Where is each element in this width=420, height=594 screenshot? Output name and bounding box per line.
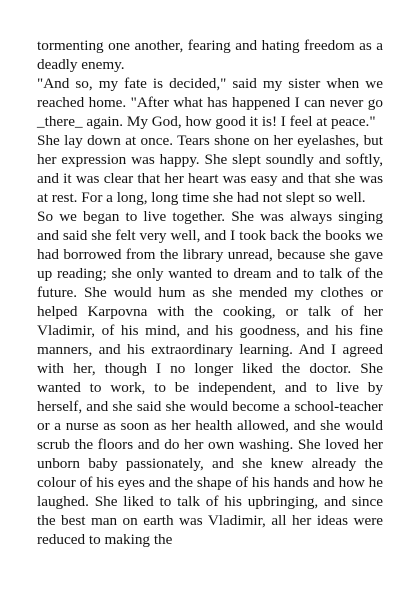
paragraph-1: tormenting one another, fearing and hating freedom as a deadly enemy. <box>37 37 383 73</box>
paragraph-3: She lay down at once. Tears shone on her eyelashes, but her expression was happy. She slept soundly and softly, and it was clear that her heart was easy and that she was at rest. For a long, long time she had not slept so well. <box>37 132 383 206</box>
paragraph-4: So we began to live together. She was always singing and said she felt very well, and I took back the books we had borrowed from the library unread, because she gave up reading; she only wanted to dream and to talk of the future. She would hum as she mended my clothes or helped Karpovna with the cooking, or talk of her Vladimir, of his mind, and his goodness, and his fine manners, and his extraordinary learning. And I agreed with her, though I no longer liked the doctor. She wanted to work, to be independent, and to live by herself, and she said she would become a school-teacher or a nurse as soon as her health allowed, and she would scrub the floors and do her own washing. She loved her unborn baby passionately, and she knew already the colour of his eyes and the shape of his hands and how he laughed. She liked to talk of his upbringing, and since the best man on earth was Vladimir, all her ideas were reduced to making the <box>37 208 383 548</box>
document-page <box>37 36 383 549</box>
paragraph-2: "And so, my fate is decided," said my sister when we reached home. "After what has happened I can never go _there_ again. My God, how good it is! I feel at peace." <box>37 75 383 130</box>
